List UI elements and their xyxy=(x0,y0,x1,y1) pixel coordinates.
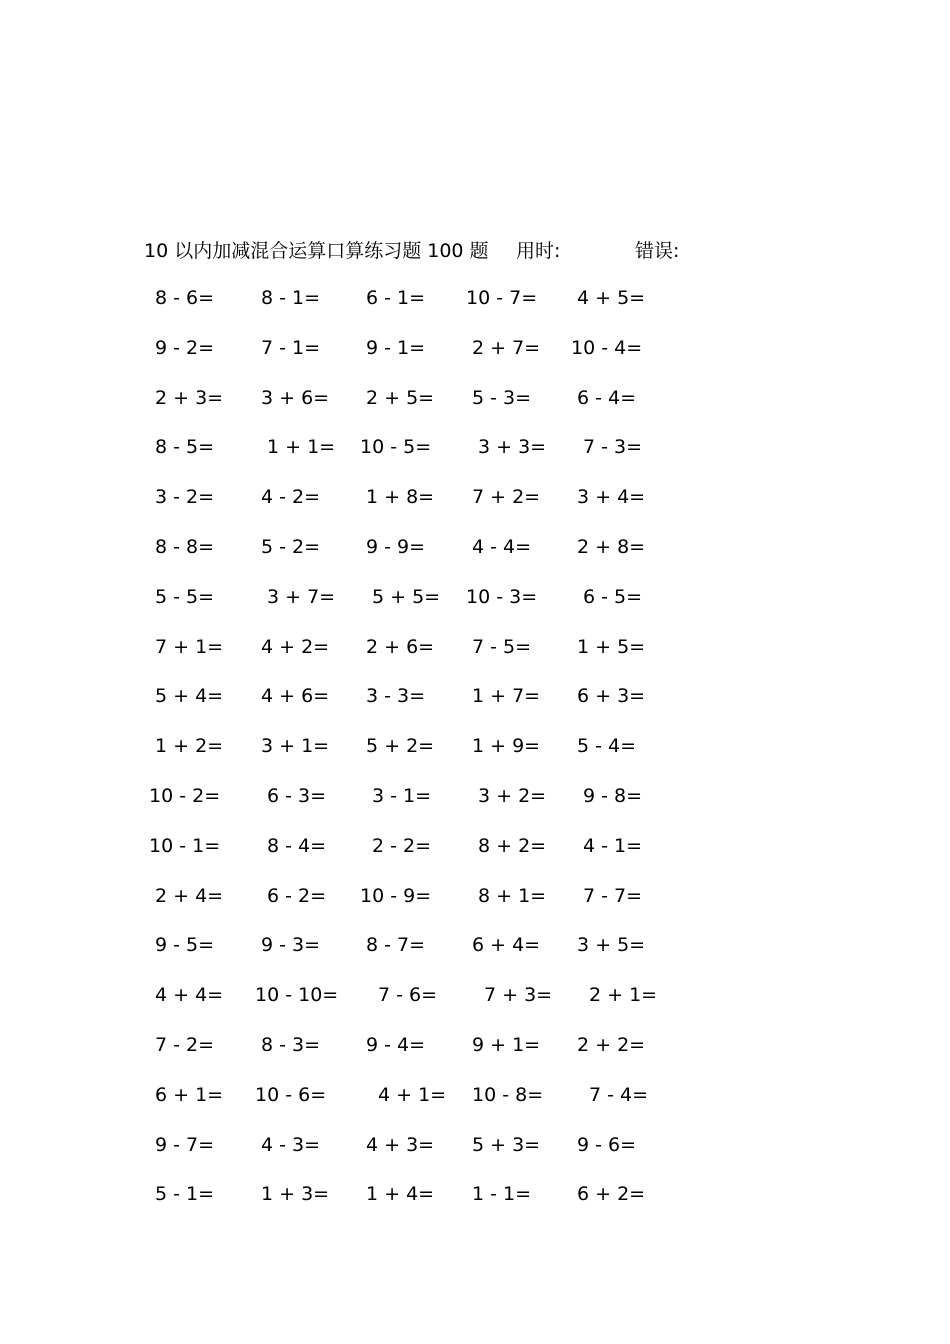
math-problem: 8 - 7= xyxy=(366,934,426,957)
math-problem: 2 + 1= xyxy=(589,984,658,1007)
math-problem: 2 - 2= xyxy=(372,834,432,857)
math-problem: 6 + 3= xyxy=(577,685,646,708)
math-problem: 2 + 4= xyxy=(155,884,224,907)
math-problem: 3 - 1= xyxy=(372,785,432,807)
math-problem: 6 - 4= xyxy=(577,386,637,409)
math-problem: 4 + 3= xyxy=(366,1133,435,1156)
math-problem: 4 + 2= xyxy=(261,635,330,658)
math-problem: 1 + 7= xyxy=(472,685,541,708)
math-problem: 7 - 2= xyxy=(155,1034,215,1056)
math-problem: 3 - 3= xyxy=(366,685,426,708)
math-problem: 1 - 1= xyxy=(472,1183,532,1206)
math-problem: 4 - 1= xyxy=(583,834,643,857)
math-problem: 8 - 6= xyxy=(155,287,215,309)
math-problem: 8 - 8= xyxy=(155,536,215,558)
math-problem: 6 + 4= xyxy=(472,934,541,957)
math-problem: 3 + 3= xyxy=(478,436,547,459)
math-problem: 10 - 5= xyxy=(360,436,432,459)
math-problem: 4 + 6= xyxy=(261,685,330,708)
math-problem: 9 - 2= xyxy=(155,336,215,359)
time-used-label: 用时: xyxy=(516,240,561,262)
math-problem: 2 + 8= xyxy=(577,536,646,558)
math-problem: 3 + 6= xyxy=(261,386,330,409)
math-problem: 6 - 2= xyxy=(267,884,327,907)
math-problem: 4 - 3= xyxy=(261,1133,321,1156)
math-problem: 2 + 7= xyxy=(472,336,541,359)
math-problem: 4 + 4= xyxy=(155,984,224,1007)
worksheet-title: 10 以内加减混合运算口算练习题 100 题 xyxy=(144,240,489,262)
error-count-label: 错误: xyxy=(635,240,680,262)
math-problem: 2 + 3= xyxy=(155,386,224,409)
math-problem: 8 - 3= xyxy=(261,1034,321,1056)
math-problem: 9 - 7= xyxy=(155,1133,215,1156)
math-problem: 8 - 5= xyxy=(155,436,215,459)
math-problem: 6 - 5= xyxy=(583,585,643,608)
math-problem: 1 + 4= xyxy=(366,1183,435,1206)
math-problem: 10 - 8= xyxy=(472,1083,544,1106)
math-problem: 9 - 9= xyxy=(366,536,426,558)
math-problem: 5 - 1= xyxy=(155,1183,215,1206)
math-problem: 6 + 1= xyxy=(155,1083,224,1106)
math-problem: 7 - 4= xyxy=(589,1083,649,1106)
math-problem: 10 - 7= xyxy=(466,287,538,309)
math-problem: 4 + 5= xyxy=(577,287,646,309)
math-problem: 9 - 1= xyxy=(366,336,426,359)
math-problem: 6 - 3= xyxy=(267,785,327,807)
math-problem: 3 - 2= xyxy=(155,486,215,509)
math-problem: 8 + 1= xyxy=(478,884,547,907)
math-problem: 8 + 2= xyxy=(478,834,547,857)
math-problem: 9 - 5= xyxy=(155,934,215,957)
math-problem: 9 + 1= xyxy=(472,1034,541,1056)
math-problem: 4 + 1= xyxy=(378,1083,447,1106)
math-problem: 3 + 1= xyxy=(261,735,330,758)
math-problem: 5 - 2= xyxy=(261,536,321,558)
math-problem: 7 - 6= xyxy=(378,984,438,1007)
math-problem: 7 - 5= xyxy=(472,635,532,658)
math-problem: 5 + 4= xyxy=(155,685,224,708)
math-problem: 1 + 3= xyxy=(261,1183,330,1206)
math-problem: 5 + 5= xyxy=(372,585,441,608)
math-problem: 7 - 7= xyxy=(583,884,643,907)
math-problem: 7 + 1= xyxy=(155,635,224,658)
math-problem: 1 + 8= xyxy=(366,486,435,509)
math-problem: 10 - 9= xyxy=(360,884,432,907)
math-problem: 1 + 1= xyxy=(267,436,336,459)
math-problem: 10 - 10= xyxy=(255,984,339,1007)
math-problem: 8 - 4= xyxy=(267,834,327,857)
math-problem: 3 + 7= xyxy=(267,585,336,608)
math-problem: 7 - 1= xyxy=(261,336,321,359)
math-problem: 4 - 2= xyxy=(261,486,321,509)
math-problem: 3 + 2= xyxy=(478,785,547,807)
math-problem: 5 + 3= xyxy=(472,1133,541,1156)
math-problem: 1 + 2= xyxy=(155,735,224,758)
math-problem: 3 + 4= xyxy=(577,486,646,509)
math-problem: 5 + 2= xyxy=(366,735,435,758)
math-problem: 7 - 3= xyxy=(583,436,643,459)
math-problem: 9 - 6= xyxy=(577,1133,637,1156)
math-problem: 2 + 6= xyxy=(366,635,435,658)
math-problem: 6 + 2= xyxy=(577,1183,646,1206)
math-problem: 7 + 3= xyxy=(484,984,553,1007)
math-problem: 2 + 5= xyxy=(366,386,435,409)
math-problem: 6 - 1= xyxy=(366,287,426,309)
math-problem: 2 + 2= xyxy=(577,1034,646,1056)
math-problem: 3 + 5= xyxy=(577,934,646,957)
math-problem: 8 - 1= xyxy=(261,287,321,309)
math-problem: 1 + 9= xyxy=(472,735,541,758)
math-problem: 9 - 4= xyxy=(366,1034,426,1056)
math-problem: 10 - 2= xyxy=(149,785,221,807)
math-problem: 10 - 1= xyxy=(149,834,221,857)
math-problem: 10 - 3= xyxy=(466,585,538,608)
math-problem: 5 - 5= xyxy=(155,585,215,608)
math-problem: 9 - 3= xyxy=(261,934,321,957)
math-problem: 10 - 4= xyxy=(571,336,643,359)
math-problem: 5 - 4= xyxy=(577,735,637,758)
math-problem: 4 - 4= xyxy=(472,536,532,558)
math-problem: 5 - 3= xyxy=(472,386,532,409)
math-problem: 7 + 2= xyxy=(472,486,541,509)
math-problem: 10 - 6= xyxy=(255,1083,327,1106)
math-problem: 1 + 5= xyxy=(577,635,646,658)
math-problem: 9 - 8= xyxy=(583,785,643,807)
